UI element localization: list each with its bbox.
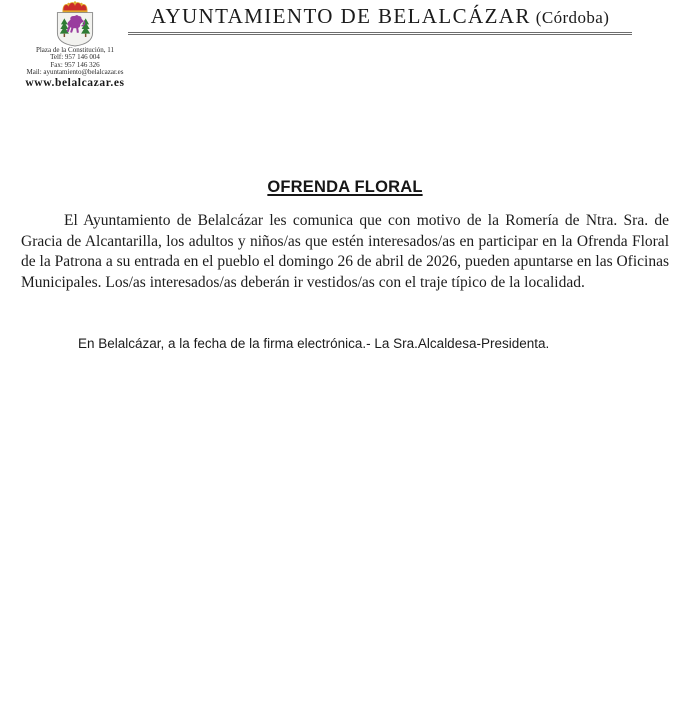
announcement-paragraph: El Ayuntamiento de Belalcázar les comunica que con motivo de la Romería de Ntra. Sra. de Gracia de Alcantarilla, los adultos y niños/as que estén interesados/as en participar en la Ofrenda Floral de la Patrona a su entrada en el pueblo el domingo 26 de abril de 2026, pueden apuntarse en las Oficinas Municipales. Los/as interesados/as deberán ir vestidos/as con el traje típico de la localidad.: [21, 212, 669, 291]
municipality-name: AYUNTAMIENTO DE BELALCÁZAR: [150, 4, 531, 28]
address-line: Plaza de la Constitución, 11: [35, 46, 115, 54]
website-line: www.belalcazar.es: [25, 77, 125, 90]
logo-block: [12, 0, 138, 89]
province-suffix: (Córdoba): [535, 8, 610, 27]
fax-line: Fax: 957 146 326: [50, 60, 100, 69]
mail-line: Mail: ayuntamiento@belalcazar.es: [26, 67, 124, 76]
closing-line: En Belalcázar, a la fecha de la firma electrónica.- La Sra.Alcaldesa-Presidenta.: [78, 336, 550, 351]
title-block: [128, 4, 632, 35]
crown-icon: [63, 1, 88, 12]
belalcazar-coat-of-arms-icon: [50, 0, 100, 47]
document-title: OFRENDA FLORAL: [267, 178, 423, 196]
header-double-rule: [128, 32, 632, 35]
phone-line: Telf: 957 146 004: [50, 53, 100, 62]
municipality-title: [128, 4, 632, 29]
